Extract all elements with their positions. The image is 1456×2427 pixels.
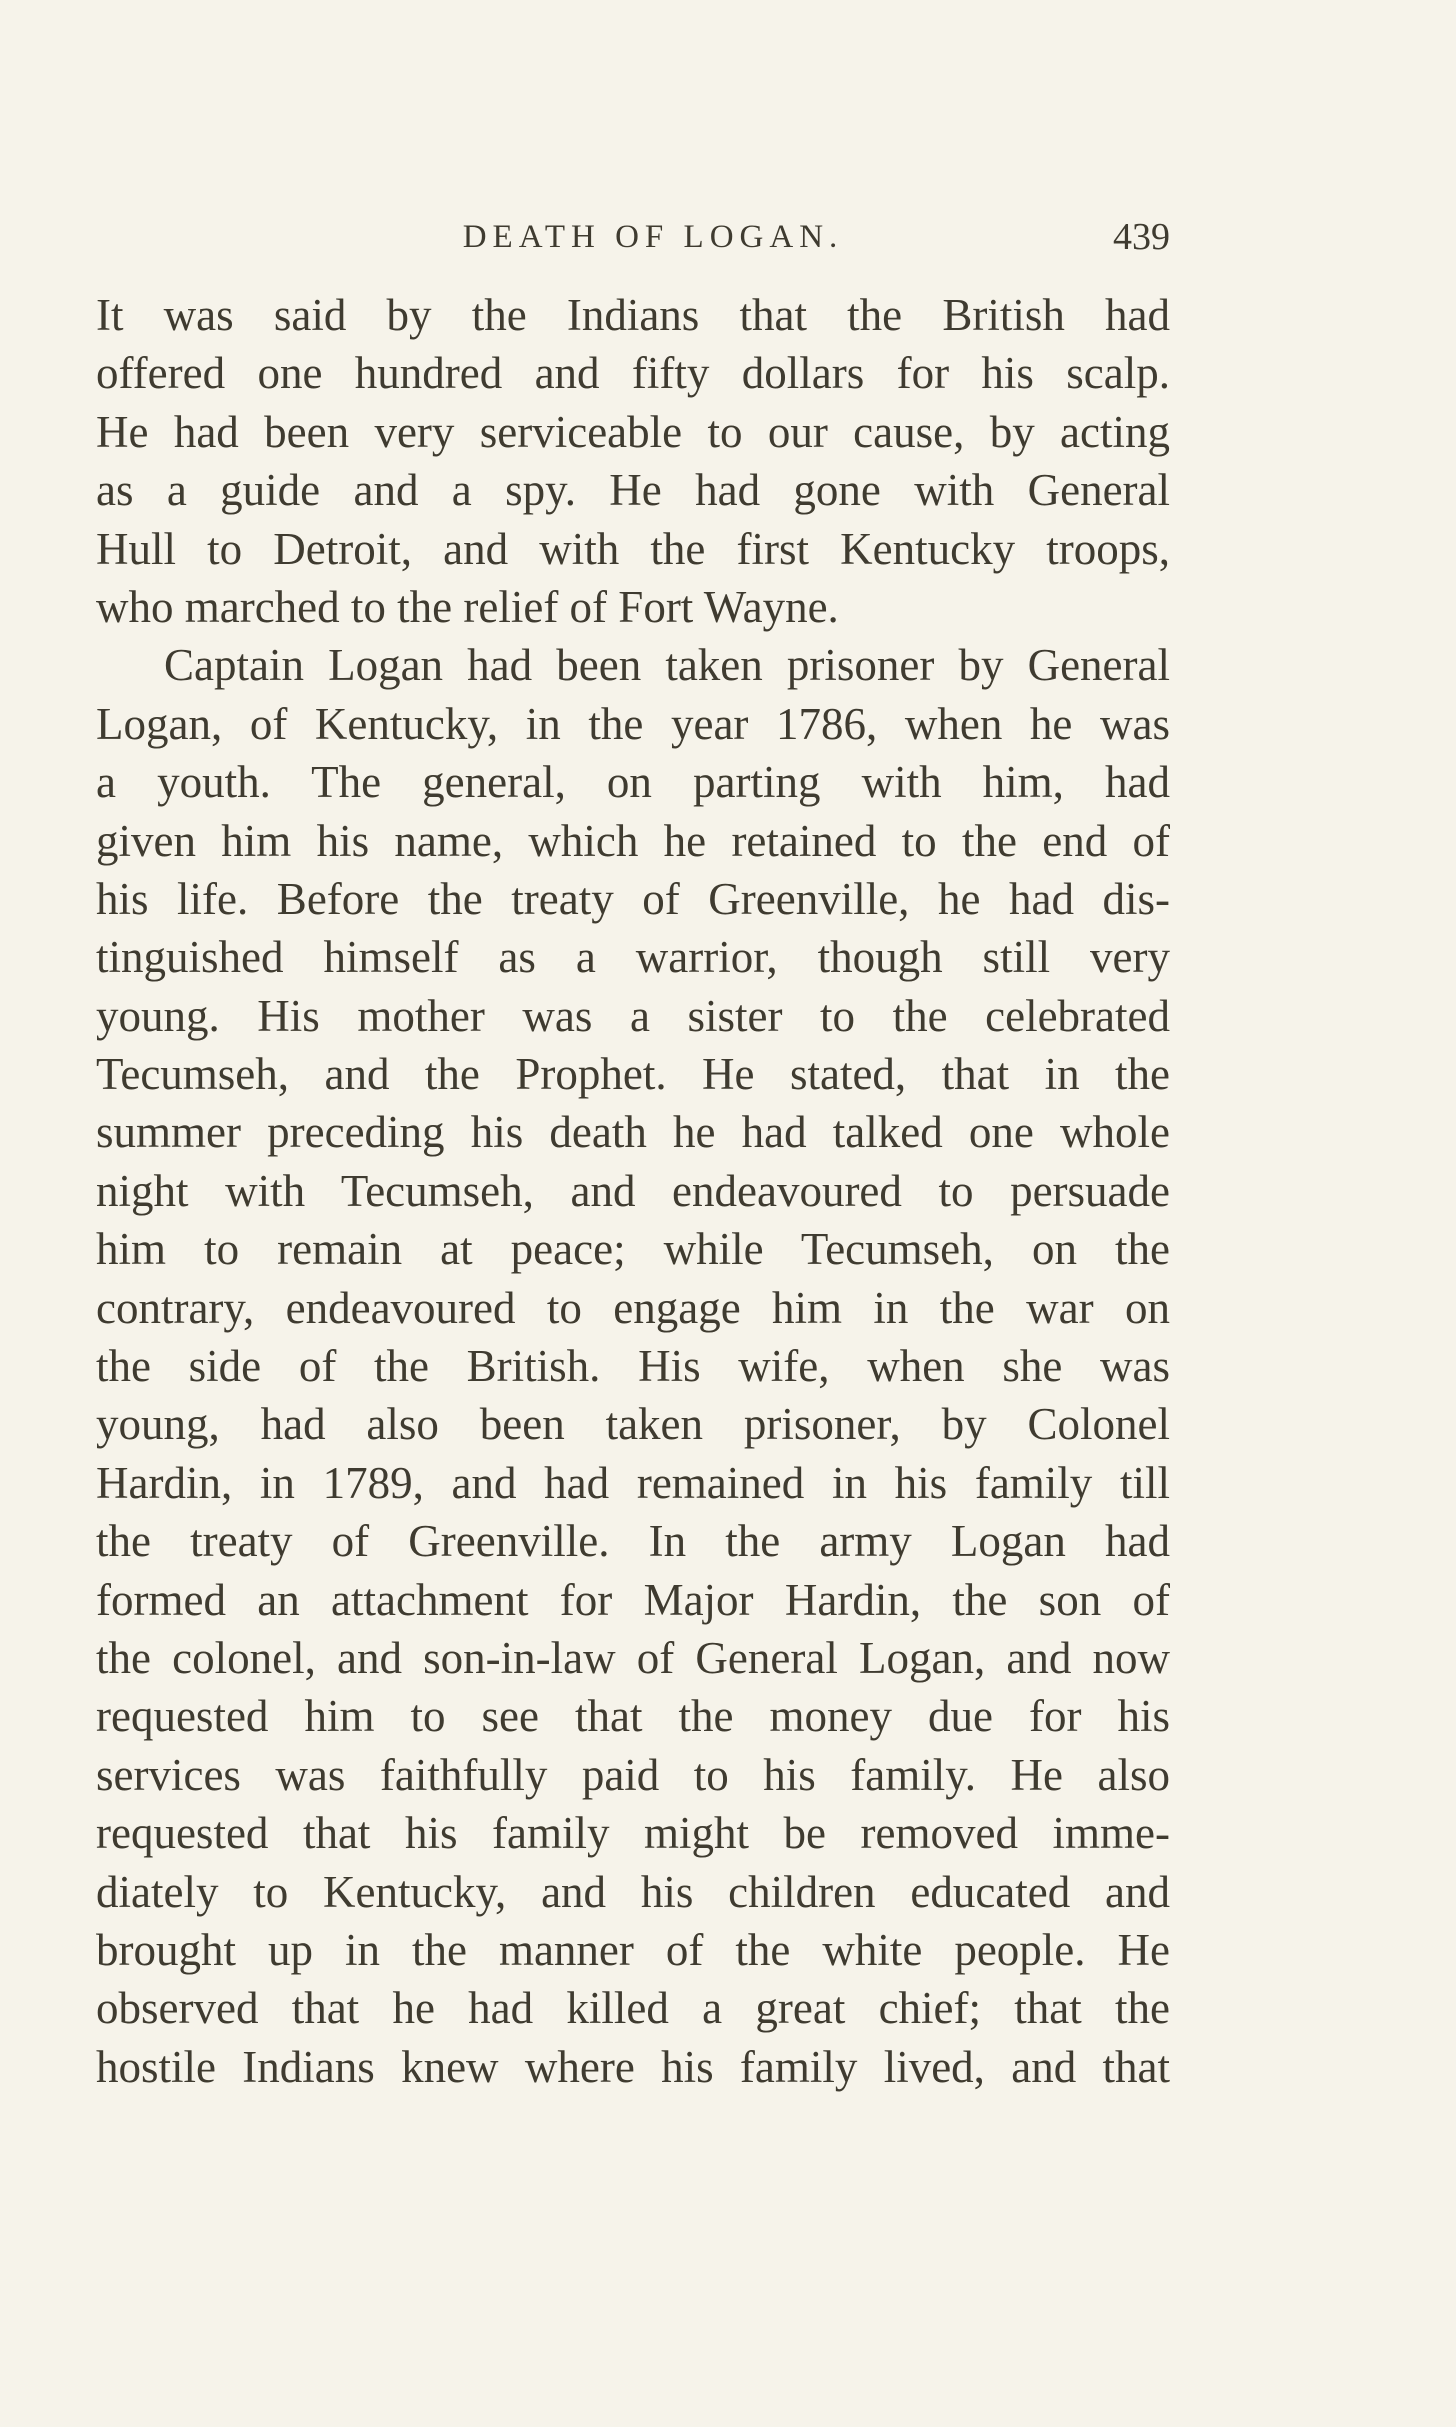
text-line: requested that his family might be removed imme- (96, 1808, 1170, 1859)
text-line: the side of the British. His wife, when she was (96, 1341, 1170, 1392)
text-line: brought up in the manner of the white people. He (96, 1924, 1170, 1975)
body-text (96, 286, 1170, 2096)
text-line: Logan, of Kentucky, in the year 1786, when he was (96, 698, 1170, 749)
text-line: formed an attachment for Major Hardin, the son of (96, 1574, 1170, 1625)
text-line: hostile Indians knew where his family lived, and that (96, 2041, 1170, 2092)
text-line: requested him to see that the money due for his (96, 1691, 1170, 1742)
running-title: DEATH OF LOGAN. (462, 219, 844, 255)
text-line: his life. Before the treaty of Greenville, he had dis- (96, 873, 1170, 924)
text-line: as a guide and a spy. He had gone with General (96, 465, 1170, 516)
text-line: young, had also been taken prisoner, by Colonel (96, 1399, 1170, 1450)
text-line: He had been very serviceable to our cause, by acting (96, 406, 1170, 457)
page-number: 439 (1113, 216, 1170, 258)
text-line: summer preceding his death he had talked one whole (96, 1107, 1170, 1158)
text-line: Hull to Detroit, and with the first Kentucky troops, (96, 523, 1170, 574)
text-line: night with Tecumseh, and endeavoured to persuade (96, 1165, 1170, 1216)
text-line: offered one hundred and fifty dollars for his scalp. (96, 348, 1170, 399)
text-line: It was said by the Indians that the British had (96, 290, 1170, 340)
text-line: given him his name, which he retained to the end of (96, 815, 1170, 866)
text-line: Tecumseh, and the Prophet. He stated, that in the (96, 1049, 1170, 1100)
text-line: tinguished himself as a warrior, though still very (96, 932, 1170, 983)
text-line: who marched to the relief of Fort Wayne. (96, 581, 839, 632)
running-head (96, 212, 1170, 262)
text-line: services was faithfully paid to his family. He also (96, 1749, 1170, 1800)
text-line: a youth. The general, on parting with him, had (96, 757, 1170, 808)
text-line: diately to Kentucky, and his children educated and (96, 1866, 1170, 1917)
text-line: Hardin, in 1789, and had remained in his family till (96, 1457, 1170, 1508)
text-line: young. His mother was a sister to the celebrated (96, 990, 1170, 1041)
text-line: the treaty of Greenville. In the army Logan had (96, 1516, 1170, 1567)
text-line: him to remain at peace; while Tecumseh, on the (96, 1224, 1170, 1275)
text-line: observed that he had killed a great chief; that the (96, 1983, 1170, 2034)
text-line: Captain Logan had been taken prisoner by General (164, 640, 1170, 691)
text-line: the colonel, and son-in-law of General Logan, and now (96, 1632, 1170, 1683)
text-line: contrary, endeavoured to engage him in the war on (96, 1282, 1170, 1333)
